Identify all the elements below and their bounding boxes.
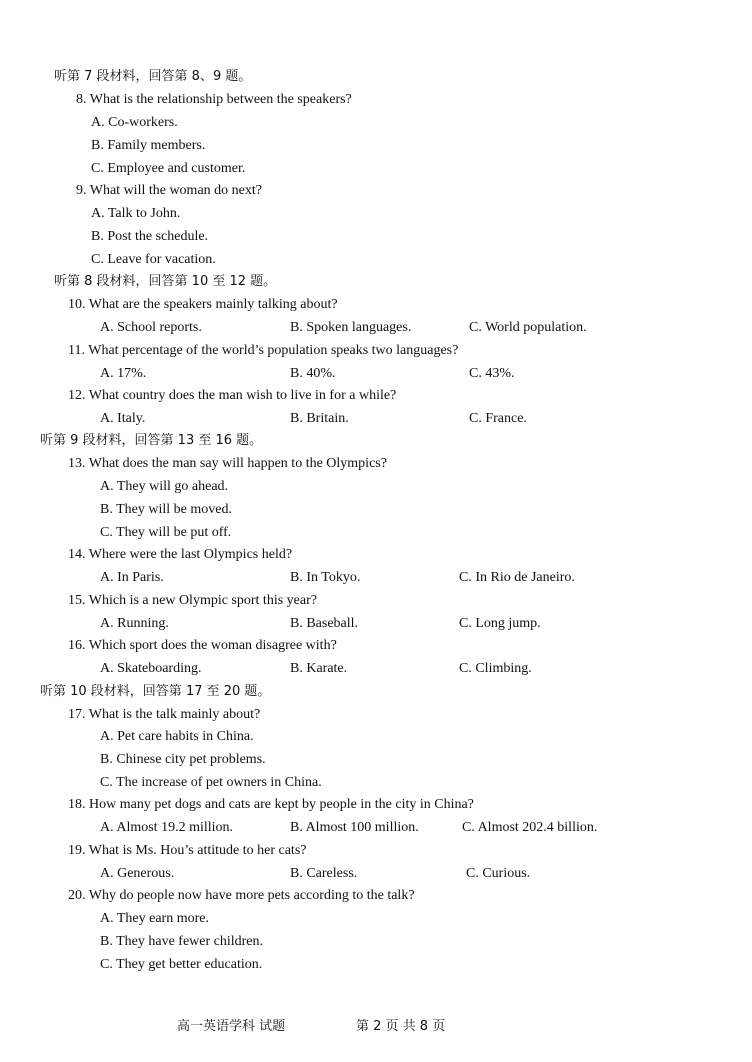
option-c: C. Long jump. [459,616,541,631]
question-stem: 16. Which sport does the woman disagree with? [68,638,337,653]
section-heading: 听第 10 段材料，回答第 17 至 20 题。 [40,684,271,699]
question-stem: 12. What country does the man wish to live in for a while? [68,388,397,403]
option-c: C. They will be put off. [100,525,232,540]
question-stem: 17. What is the talk mainly about? [68,707,261,722]
option-c: C. Leave for vacation. [91,252,216,267]
option-a: A. Generous. [100,866,175,881]
option-a: A. Talk to John. [91,206,181,221]
option-c: C. Climbing. [459,661,532,676]
option-c: C. France. [469,411,527,426]
question-stem: 20. Why do people now have more pets according to the talk? [68,888,415,903]
option-c: C. World population. [469,320,587,335]
option-a: A. They earn more. [100,911,209,926]
option-b: B. They will be moved. [100,502,232,517]
option-a: A. They will go ahead. [100,479,229,494]
option-c: C. The increase of pet owners in China. [100,775,322,790]
option-a: A. Almost 19.2 million. [100,820,234,835]
question-stem: 13. What does the man say will happen to the Olympics? [68,456,387,471]
option-b: B. Spoken languages. [290,320,412,335]
option-a: A. Running. [100,616,169,631]
option-b: B. Britain. [290,411,349,426]
option-a: A. 17%. [100,366,147,381]
question-stem: 10. What are the speakers mainly talking about? [68,297,338,312]
option-c: C. Curious. [466,866,531,881]
option-b: B. Family members. [91,138,206,153]
question-stem: 11. What percentage of the world’s population speaks two languages? [68,343,459,358]
question-stem: 14. Where were the last Olympics held? [68,547,293,562]
question-stem: 19. What is Ms. Hou’s attitude to her cats? [68,843,307,858]
option-c: C. In Rio de Janeiro. [459,570,575,585]
option-b: B. Baseball. [290,616,359,631]
option-b: B. Careless. [290,866,358,881]
option-a: A. Skateboarding. [100,661,202,676]
option-b: B. They have fewer children. [100,934,264,949]
question-stem: 8. What is the relationship between the speakers? [76,92,352,107]
section-heading: 听第 8 段材料，回答第 10 至 12 题。 [54,274,277,289]
option-a: A. In Paris. [100,570,164,585]
option-a: A. Pet care habits in China. [100,729,254,744]
section-heading: 听第 7 段材料，回答第 8、9 题。 [54,69,252,84]
option-b: B. In Tokyo. [290,570,361,585]
option-a: A. Co-workers. [91,115,178,130]
option-c: C. Almost 202.4 billion. [462,820,598,835]
option-a: A. School reports. [100,320,202,335]
option-c: C. Employee and customer. [91,161,246,176]
option-b: B. Almost 100 million. [290,820,419,835]
option-c: C. 43%. [469,366,515,381]
question-stem: 18. How many pet dogs and cats are kept by people in the city in China? [68,797,474,812]
option-a: A. Italy. [100,411,146,426]
option-b: B. Chinese city pet problems. [100,752,266,767]
option-b: B. Karate. [290,661,348,676]
section-heading: 听第 9 段材料，回答第 13 至 16 题。 [40,433,263,448]
question-stem: 15. Which is a new Olympic sport this year? [68,593,317,608]
option-b: B. Post the schedule. [91,229,209,244]
option-b: B. 40%. [290,366,336,381]
question-stem: 9. What will the woman do next? [76,183,262,198]
footer-subject: 高一英语学科 试题 [177,1019,286,1034]
option-c: C. They get better education. [100,957,263,972]
footer-page-number: 第 2 页 共 8 页 [356,1019,446,1034]
